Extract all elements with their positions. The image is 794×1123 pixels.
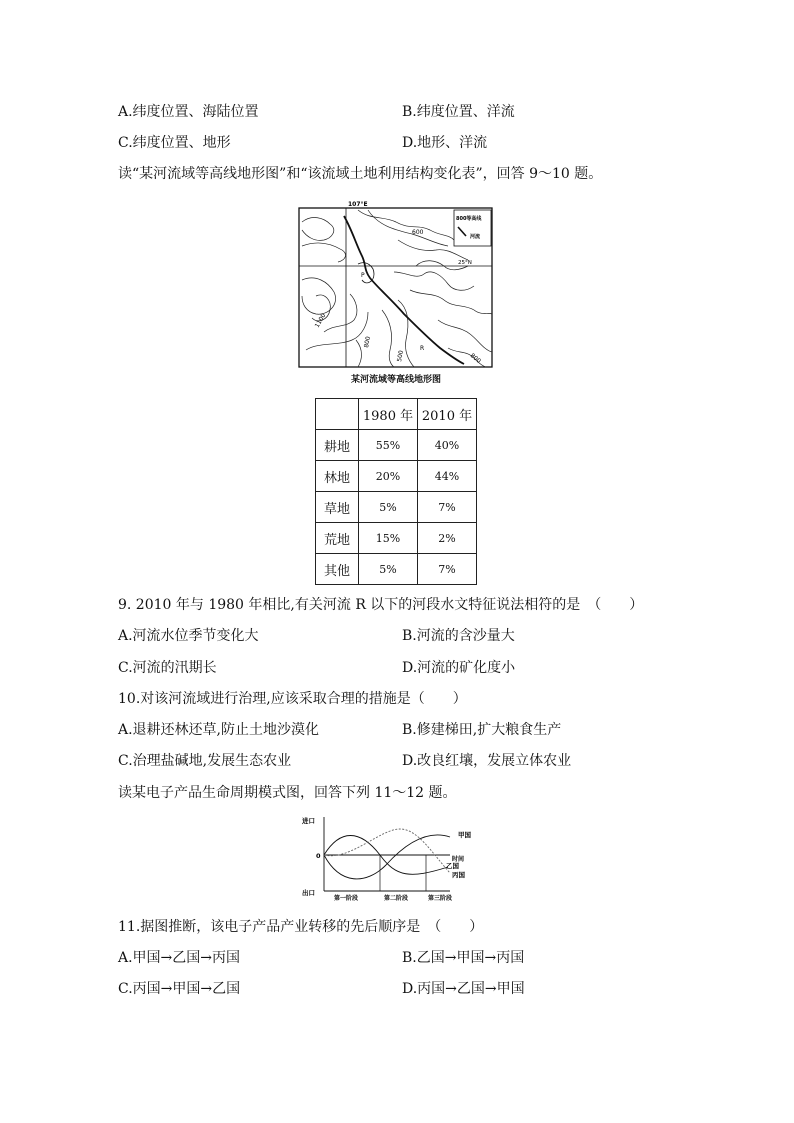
stage-label-2: 第二阶段 [384, 895, 409, 901]
x-axis-label: 时间 [452, 856, 465, 863]
table-row [316, 554, 477, 585]
product-life-cycle-diagram [300, 815, 510, 901]
table-row [316, 523, 477, 554]
contour-label-800-west: 800 [363, 335, 372, 349]
table-cell: 荒地 [316, 523, 359, 554]
table-cell: 40% [418, 430, 477, 461]
intro-9-10: 读“某河流域等高线地形图”和“该流域土地利用结构变化表”，回答 9～10 题。 [118, 166, 603, 182]
table-cell: 5% [359, 492, 418, 523]
table-cell: 44% [418, 461, 477, 492]
q8-option-c: C.纬度位置、地形 [118, 135, 231, 151]
q9-option-a: A.河流水位季节变化大 [118, 628, 259, 644]
q11-stem: 11.据图推断，该电子产品产业转移的先后顺序是 （ ） [118, 919, 484, 935]
table-cell: 5% [359, 554, 418, 585]
legend-contour-label: 800等高线 [456, 216, 482, 222]
legend-river-label: 河流 [470, 234, 481, 240]
table-cell: 7% [418, 554, 477, 585]
y-axis-bottom-label: 出口 [302, 889, 315, 897]
y-axis-top-label: 进口 [302, 817, 315, 825]
river-line [344, 216, 464, 364]
table-row [316, 430, 477, 461]
table-row [316, 492, 477, 523]
q8-option-a: A.纬度位置、海陆位置 [118, 104, 259, 120]
table-header-row [316, 399, 477, 430]
q9-option-b: B.河流的含沙量大 [402, 628, 515, 644]
latitude-label: 25°N [458, 260, 472, 266]
point-p-label: P [361, 272, 365, 279]
q9-option-c: C.河流的汛期长 [118, 660, 217, 676]
table-header-cell: 1980 年 [359, 399, 418, 430]
series-jia-label: 甲国 [458, 831, 471, 839]
table-cell: 2% [418, 523, 477, 554]
contour-label-800-east: 800 [468, 352, 482, 365]
q8-option-b: B.纬度位置、洋流 [402, 104, 515, 120]
contour-label-1100: 1100 [313, 312, 328, 329]
stage-label-3: 第三阶段 [428, 895, 453, 901]
q11-option-b: B.乙国→甲国→丙国 [402, 950, 525, 966]
y-axis-zero-label: 0 [316, 852, 321, 860]
point-r-label: R [420, 345, 425, 352]
series-yi-label: 乙国 [446, 862, 459, 870]
table-cell: 20% [359, 461, 418, 492]
table-cell: 7% [418, 492, 477, 523]
series-bing-label: 丙国 [452, 871, 465, 879]
land-use-table [315, 398, 477, 585]
table-cell: 其他 [316, 554, 359, 585]
table-cell: 耕地 [316, 430, 359, 461]
stage-label-1: 第一阶段 [334, 895, 359, 901]
q10-option-d: D.改良红壤，发展立体农业 [402, 753, 572, 769]
table-cell: 林地 [316, 461, 359, 492]
series-jia-curve [324, 835, 450, 879]
q8-option-d: D.地形、洋流 [402, 135, 488, 151]
q11-option-a: A.甲国→乙国→丙国 [118, 950, 241, 966]
contour-label-600: 600 [412, 229, 424, 236]
table-row [316, 461, 477, 492]
table-header-cell [316, 399, 359, 430]
intro-11-12: 读某电子产品生命周期模式图，回答下列 11～12 题。 [118, 785, 457, 801]
contour-label-500: 500 [396, 349, 405, 363]
contour-map [298, 200, 494, 368]
table-cell: 草地 [316, 492, 359, 523]
map-caption: 某河流域等高线地形图 [350, 375, 441, 385]
q9-option-d: D.河流的矿化度小 [402, 660, 516, 676]
q9-stem: 9. 2010 年与 1980 年相比,有关河流 R 以下的河段水文特征说法相符的是 （ ） [118, 597, 644, 613]
q11-option-d: D.丙国→乙国→甲国 [402, 981, 525, 997]
q10-option-b: B.修建梯田,扩大粮食生产 [402, 722, 562, 738]
table-cell: 15% [359, 523, 418, 554]
q10-option-c: C.治理盐碱地,发展生态农业 [118, 753, 292, 769]
q11-option-c: C.丙国→甲国→乙国 [118, 981, 241, 997]
q10-option-a: A.退耕还林还草,防止土地沙漠化 [118, 722, 320, 738]
q10-stem: 10.对该河流域进行治理,应该采取合理的措施是（ ） [118, 691, 467, 707]
table-cell: 55% [359, 430, 418, 461]
longitude-label: 107°E [348, 201, 368, 208]
table-header-cell: 2010 年 [418, 399, 477, 430]
